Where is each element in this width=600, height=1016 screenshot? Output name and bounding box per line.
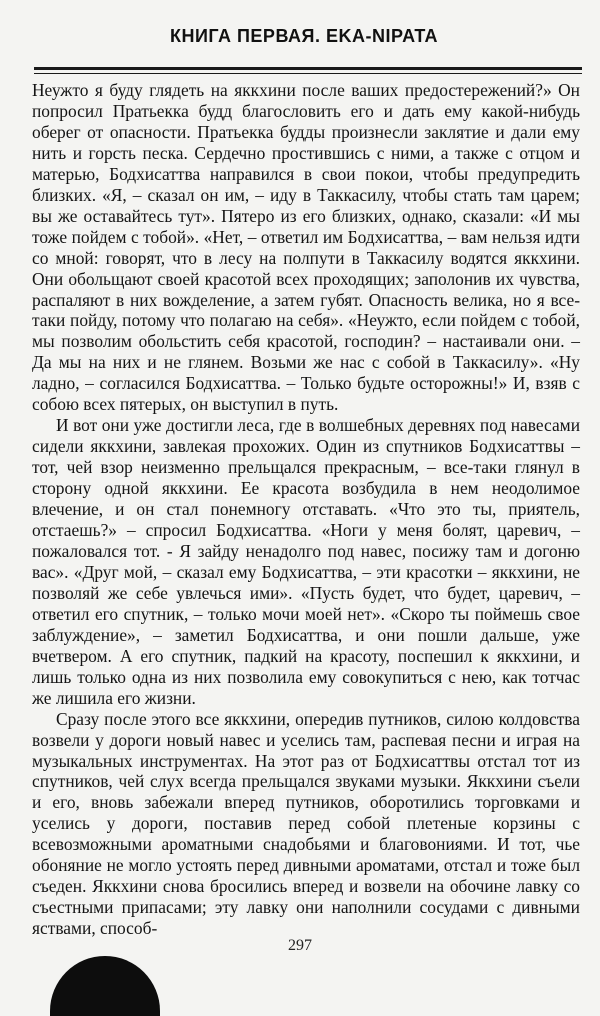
paragraph-2: И вот они уже достигли леса, где в волшебных деревнях под навесами сидели яккхини, завлекая прохожих. Один из спутников Бодхисаттвы – тот, чей взор неизменно прельщался прекрасным, – все-таки глянул в сторону одной яккхини. Ее красота возбудила в нем неодолимое влечение, и он стал понемногу отставать. «Что это ты, приятель, отстаешь?» – спросил Бодхисаттва. «Ноги у меня болят, царевич, – пожаловался тот. - Я зайду ненадолго под навес, посижу там и догоню вас». «Друг мой, – сказал ему Бодхисаттва, – эти красотки – яккхини, не позволяй же себе увлечься ими». «Пусть будет, что будет, царевич, – ответил его спутник, – только мочи моей нет». «Скоро ты поймешь свое заблуждение», – заметил Бодхисаттва, и они пошли дальше, уже вчетвером. А его спутник, падкий на красоту, поспешил к яккхини, и лишь только одна из них позволила ему совокупиться с нею, как тотчас же лишила его жизни.	[32, 415, 580, 708]
running-header: КНИГА ПЕРВАЯ. EKA-NIPATA	[170, 26, 438, 46]
scan-shadow	[50, 956, 160, 1016]
paragraph-3: Сразу после этого все яккхини, опередив путников, силою колдовства возвели у дороги новый навес и уселись там, распевая песни и играя на музыкальных инструментах. На этот раз от Бодхисаттвы отстал тот из спутников, чей слух всегда прельщался звуками музыки. Яккхини съели и его, вновь забежали вперед путников, оборотились торговками и уселись у дороги, поставив перед собой плетеные корзины с всевозможными ароматными снадобьями и благовониями. И тот, чье обоняние не могло устоять перед дивными ароматами, отстал и тоже был съеден. Яккхини снова бросились вперед и возвели на обочине лавку со съестными припасами; эту лавку они наполнили сосудами с дивными яствами, способ-	[32, 708, 580, 939]
header-rule-thin	[34, 73, 582, 74]
body-text	[32, 80, 580, 939]
page-number: 297	[288, 937, 312, 954]
header-rule-thick	[34, 67, 582, 70]
paragraph-1: Неужто я буду глядеть на яккхини после ваших предостережений?» Он попросил Пратьекка будд благословить его и дать ему какой-нибудь оберег от опасности. Пратьекка будды произнесли заклятие и дали ему нить и горсть песка. Сердечно простившись с ними, а также с отцом и матерью, Бодхисаттва направился в свои покои, чтобы предупредить близких. «Я, – сказал он им, – иду в Таккасилу, чтобы стать там царем; вы же оставайтесь тут». Пятеро из его близких, однако, сказали: «И мы тоже пойдем с тобой». «Нет, – ответил им Бодхисаттва, – вам нельзя идти со мной: говорят, что в лесу на полпути в Таккасилу водятся яккхини. Они обольщают своей красотой всех проходящих; заполонив их чувства, распаляют в них вожделение, а затем губят. Опасность велика, но я все-таки пойду, потому что полагаю на себя». «Неужто, если пойдем с тобой, мы позволим обольстить себя красотой, господин? – настаивали они. – Да мы на них и не глянем. Возьми же нас с собой в Таккасилу». «Ну ладно, – согласился Бодхисаттва. – Только будьте осторожны!» И, взяв с собою всех пятерых, он выступил в путь.	[32, 80, 580, 415]
